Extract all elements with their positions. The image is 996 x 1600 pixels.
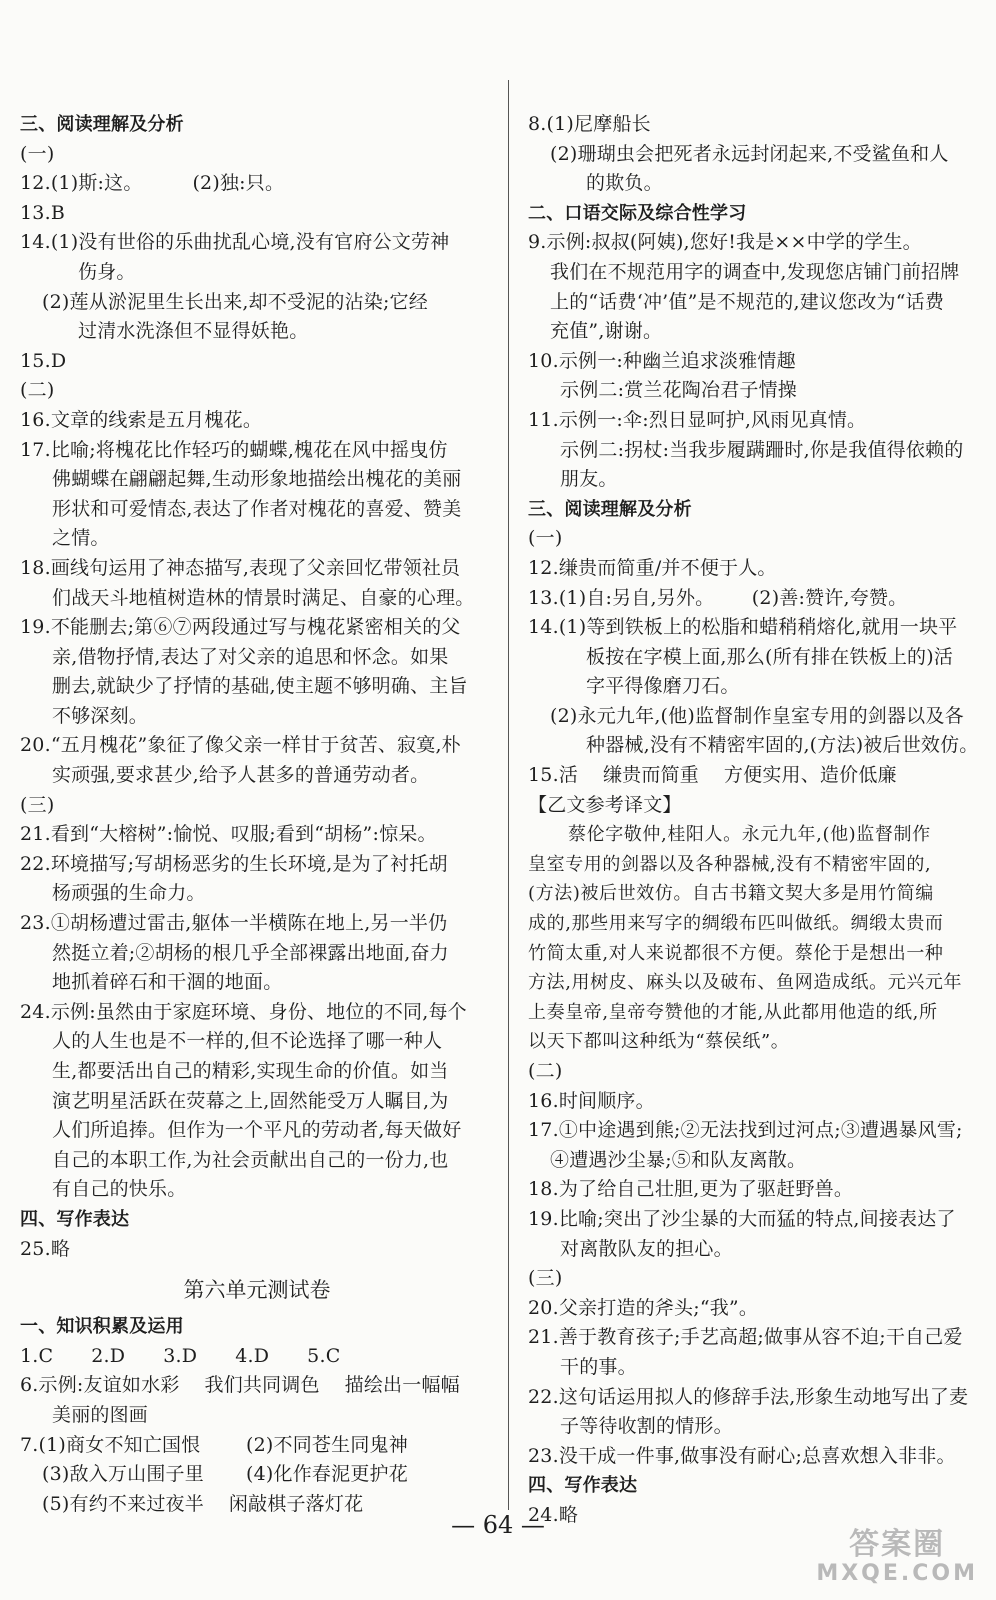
answer-24-line: 24.示例:虽然由于家庭环境、身份、地位的不同,每个 [20,1000,467,1023]
passage-label: (二) [20,379,55,402]
watermark-url: MXQE.COM [816,1561,978,1586]
poem-line-answer: (3)敌入万山围子里 [42,1463,204,1486]
translation-line: (方法)被后世效仿。自古书籍文契大多是用竹简编 [528,883,934,905]
answer-18-line: 18.画线句运用了神态描写,表现了父亲回忆带领社员 [20,556,461,579]
answer-11-line: 11.示例一:伞:烈日显呵护,风雨见真情。 [528,408,867,431]
answer-8-line: 的欺负。 [586,172,663,195]
answer-11-line: 示例二:拐杖:当我步履蹒跚时,你是我值得依赖的 [560,438,964,461]
mc-answer: 3.D [163,1344,198,1367]
watermark-logo-text: 答案圈 [849,1527,946,1562]
translation-heading: 【乙文参考译文】 [528,793,682,816]
answer-6-line: 美丽的图画 [52,1403,149,1426]
answer-17-line: ④遭遇沙尘暴;⑤和队友离散。 [550,1148,807,1171]
answer-23-line: 地抓着碎石和干涸的地面。 [52,971,283,994]
multiple-choice-answers [20,1342,494,1372]
answer-17-line: 17.①中途遇到熊;②无法找到过河点;③遭遇暴风雪; [528,1119,963,1142]
section-heading: 四、写作表达 [20,1208,130,1230]
passage-label: (三) [528,1267,563,1290]
answer-19-line: 19.不能删去;第⑥⑦两段通过写与槐花紧密相关的父 [20,616,461,639]
translation-line: 竹简太重,对人来说都很不方便。蔡伦于是想出一种 [528,942,944,964]
answer-14-line: (2)永元九年,(他)监督制作皇室专用的剑器以及各 [550,704,964,727]
mc-answer: 5.C [307,1344,341,1367]
translation-line: 上奏皇帝,皇帝夸赞他的才能,从此都用他造的纸,所 [528,1001,938,1023]
answer-13: 13.(1)自:另自,另外。 (2)善:赞许,夸赞。 [528,586,908,609]
answer-14-line: 过清水洗涤但不显得妖艳。 [78,320,309,343]
section-heading: 一、知识积累及运用 [20,1316,184,1338]
answer-12: 12.(1)斯:这。 (2)独:只。 [20,172,285,195]
answer-23: 23.没干成一件事,做事没有耐心;总喜欢想入非非。 [528,1444,956,1467]
passage-label: (一) [528,527,563,550]
answer-7-row [20,1460,494,1490]
answer-6-line: 6.示例:友谊如水彩 我们共同调色 描绘出一幅幅 [20,1374,460,1397]
answer-25: 25.略 [20,1237,71,1260]
answer-21-line: 21.善于教育孩子;手艺高超;做事从容不迫;干自己爱 [528,1326,963,1349]
answer-9-line: 9.示例:叔叔(阿姨),您好!我是××中学的学生。 [528,231,922,254]
answer-9-line: 我们在不规范用字的调查中,发现您店铺门前招牌 [550,260,960,283]
answer-17-line: 17.比喻;将槐花比作轻巧的蝴蝶,槐花在风中摇曳仿 [20,438,448,461]
answer-23-line: 然挺立着;②胡杨的根几乎全部裸露出地面,奋力 [52,941,449,964]
answer-18: 18.为了给自己壮胆,更为了驱赶野兽。 [528,1178,854,1201]
answer-16: 16.文章的线索是五月槐花。 [20,408,263,431]
poem-line-answer: 7.(1)商女不知亡国恨 [20,1433,201,1456]
mc-answer: 2.D [91,1344,126,1367]
answer-9-line: 充值”,谢谢。 [550,320,663,343]
answer-17-line: 之情。 [52,527,110,550]
answer-24-line: 生,都要活出自己的精彩,实现生命的价值。如当 [52,1060,449,1082]
section-heading: 三、阅读理解及分析 [528,498,692,520]
answer-20: 20.父亲打造的斧头;“我”。 [528,1296,759,1319]
answer-14-line: 伤身。 [78,260,136,283]
passage-label: (二) [528,1060,563,1082]
answer-24-line: 人的人生也是不一样的,但不论选择了哪一种人 [52,1030,443,1053]
answer-19-line: 亲,借物抒情,表达了对父亲的追思和怀念。如果 [52,645,449,668]
section-heading: 二、口语交际及综合性学习 [528,202,747,224]
answer-21: 21.看到“大榕树”:愉悦、叹服;看到“胡杨”:惊呆。 [20,823,437,846]
translation-line: 以天下都叫这种纸为“蔡侯纸”。 [528,1031,790,1053]
answer-15: 15.活 缣贵而简重 方便实用、造价低廉 [528,764,897,787]
answer-19-line: 删去,就缺少了抒情的基础,使主题不够明确、主旨 [52,675,468,698]
answer-14-line: 14.(1)等到铁板上的松脂和蜡稍稍熔化,就用一块平 [528,616,958,639]
answer-24-line: 人们所追捧。但作为一个平凡的劳动者,每天做好 [52,1119,462,1142]
section-heading: 三、阅读理解及分析 [20,114,184,135]
answer-10-line: 示例二:赏兰花陶冶君子情操 [560,379,798,402]
answer-7-row: (5)有约不来过夜半 闲敲棋子落灯花 [42,1492,364,1515]
column-divider [508,80,509,1510]
answer-14-line: 14.(1)没有世俗的乐曲扰乱心境,没有官府公文劳神 [20,231,450,254]
answer-23-line: 23.①胡杨遭过雷击,躯体一半横陈在地上,另一半仍 [20,912,448,935]
translation-line: 皇室专用的剑器以及各种器械,没有不精密牢固的, [528,853,932,875]
answer-19-line: 不够深刻。 [52,704,149,727]
translation-line: 成的,那些用来写字的绸缎布匹叫做纸。绸缎太贵而 [528,913,944,935]
answer-16: 16.时间顺序。 [528,1089,655,1112]
answer-20-line: 20.“五月槐花”象征了像父亲一样甘于贫苦、寂寞,朴 [20,734,461,757]
passage-label: (三) [20,793,55,816]
answer-11-line: 朋友。 [560,468,618,491]
answer-17-line: 佛蝴蝶在翩翩起舞,生动形象地描绘出槐花的美丽 [52,468,462,491]
answer-8-line: 8.(1)尼摩船长 [528,113,651,135]
unit-test-title: 第六单元测试卷 [183,1278,331,1303]
answer-24-line: 有自己的快乐。 [52,1178,187,1201]
answer-14-line: (2)莲从淤泥里生长出来,却不受泥的沾染;它经 [42,290,428,313]
translation-line: 方法,用树皮、麻头以及破布、鱼网造成纸。元兴元年 [528,972,963,994]
poem-line-answer: (2)不同苍生同鬼神 [246,1433,408,1456]
answer-21-line: 干的事。 [560,1355,637,1378]
page-number: — 64 — [451,1511,545,1539]
answer-18-line: 们战天斗地植树造林的情景时满足、自豪的心理。 [52,586,475,609]
answer-14-line: 种器械,没有不精密牢固的,(方法)被后世效仿。 [586,734,979,757]
answer-20-line: 实顽强,要求甚少,给予人甚多的普通劳动者。 [52,764,430,787]
answer-9-line: 上的“话费‘冲’值”是不规范的,建议您改为“话费 [550,290,945,313]
answer-22-line: 22.这句话运用拟人的修辞手法,形象生动地写出了麦 [528,1385,969,1408]
answer-22-line: 子等待收割的情形。 [560,1415,733,1438]
mc-answer: 1.C [20,1344,54,1367]
answer-17-line: 形状和可爱情态,表达了作者对槐花的喜爱、赞美 [52,497,462,520]
answer-10-line: 10.示例一:种幽兰追求淡雅情趣 [528,349,796,372]
answer-24-line: 演艺明星活跃在荧幕之上,固然能受万人瞩目,为 [52,1089,449,1112]
answer-24-line: 自己的本职工作,为社会贡献出自己的一份力,也 [52,1148,449,1171]
passage-label: (一) [20,142,55,165]
answer-12: 12.缣贵而简重/并不便于人。 [528,556,777,579]
translation-line: 蔡伦字敬仲,桂阳人。永元九年,(他)监督制作 [568,824,931,846]
poem-line-answer: (4)化作春泥更护花 [246,1463,408,1486]
answer-14-line: 板按在字模上面,那么(所有排在铁板上的)活 [586,645,954,668]
answer-19-line: 19.比喻;突出了沙尘暴的大而猛的特点,间接表达了 [528,1207,956,1230]
answer-7-row [20,1431,494,1461]
section-heading: 四、写作表达 [528,1475,638,1497]
mc-answer: 4.D [235,1344,270,1367]
answer-22-line: 杨顽强的生命力。 [52,882,206,905]
answer-14-line: 字平得像磨刀石。 [586,675,740,698]
answer-13: 13.B [20,201,65,224]
answer-8-line: (2)珊瑚虫会把死者永远封闭起来,不受鲨鱼和人 [550,142,949,165]
answer-24: 24.略 [528,1503,579,1526]
answer-15: 15.D [20,349,67,372]
left-column [20,110,494,1519]
right-column [528,110,988,1531]
answer-19-line: 对离散队友的担心。 [560,1237,733,1260]
answer-22-line: 22.环境描写;写胡杨恶劣的生长环境,是为了衬托胡 [20,852,448,875]
site-watermark [816,1528,978,1586]
